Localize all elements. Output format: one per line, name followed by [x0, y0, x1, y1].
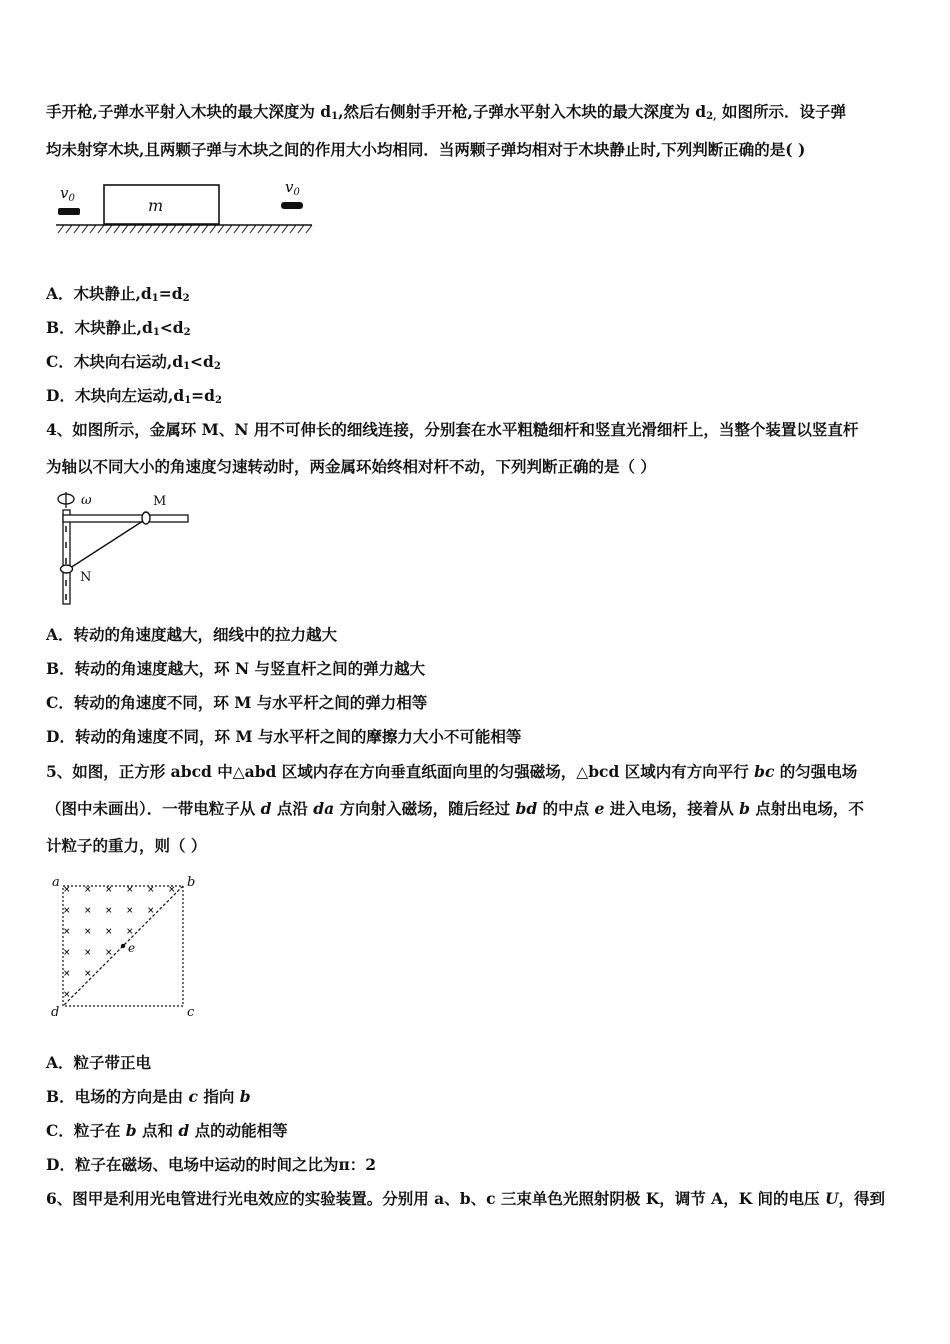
q3-option-c: C．木块向右运动$,d_1<d_2$: [46, 352, 221, 372]
svg-text:×: ×: [63, 948, 71, 958]
q4-option-b: B．转动的角速度越大，环 N 与竖直杆之间的弹力越大: [46, 659, 426, 678]
q5-option-b: B．电场的方向是由 c 指向 b: [46, 1087, 251, 1106]
svg-text:×: ×: [63, 927, 71, 937]
svg-text:×: ×: [63, 885, 71, 895]
q4-option-a: A．转动的角速度越大，细线中的拉力越大: [46, 625, 338, 644]
v0-right-label: $v_0$: [285, 178, 300, 198]
q3-figure: [52, 178, 314, 234]
rotation-arrow-icon: [58, 492, 74, 508]
q3-option-a: A．木块静止$,d_1=d_2$: [46, 284, 190, 304]
svg-text:×: ×: [84, 885, 92, 895]
q5-stem-line3: 计粒子的重力，则（ ）: [46, 836, 207, 855]
q5-figure: [48, 872, 208, 1022]
q6-stem-line1: 6、图甲是利用光电管进行光电效应的实验装置。分别用 a、b、c 三束单色光照射阴极 K，调节 A，K 间的电压 U，得到: [46, 1189, 886, 1208]
q5-option-a: A．粒子带正电: [46, 1053, 152, 1072]
m-label: M: [153, 494, 167, 509]
omega-label: ω: [81, 493, 92, 508]
n-label: N: [80, 570, 92, 585]
q4-option-d: D．转动的角速度不同，环 M 与水平杆之间的摩擦力大小不可能相等: [46, 727, 522, 746]
ring-m: [142, 512, 150, 524]
svg-text:×: ×: [126, 885, 134, 895]
label-a: a: [52, 875, 60, 890]
svg-text:×: ×: [105, 948, 113, 958]
svg-text:×: ×: [147, 906, 155, 916]
string: [67, 519, 146, 570]
q5-option-c: C．粒子在 b 点和 d 点的动能相等: [46, 1121, 288, 1140]
horizontal-rod: [63, 515, 188, 522]
point-e: [121, 944, 125, 948]
label-d: d: [51, 1005, 60, 1020]
svg-text:×: ×: [84, 948, 92, 958]
svg-text:×: ×: [105, 906, 113, 916]
mass-label: m: [148, 196, 164, 215]
q3-stem-line2: 均未射穿木块,且两颗子弹与木块之间的作用大小均相同．当两颗子弹均相对于木块静止时,下列判断正确的是( ): [46, 140, 806, 159]
label-c: c: [187, 1005, 195, 1020]
svg-text:×: ×: [147, 885, 155, 895]
label-e: e: [128, 941, 136, 955]
ground-hatch-icon: [58, 225, 312, 233]
q3-stem-line1: 手开枪,子弹水平射入木块的最大深度为 $d_1$,然后右侧射手开枪,子弹水平射入木块的最大深度为 $d_{2,}$ 如图所示．设子弹: [46, 102, 846, 122]
svg-text:×: ×: [84, 906, 92, 916]
svg-text:×: ×: [63, 906, 71, 916]
q3-option-b: B．木块静止$,d_1<d_2$: [46, 318, 191, 338]
magnetic-field-crosses: [63, 885, 176, 1000]
label-b: b: [187, 875, 196, 890]
vertical-rod: [63, 510, 70, 604]
q4-stem-line2: 为轴以不同大小的角速度匀速转动时，两金属环始终相对杆不动，下列判断正确的是（ ）: [46, 457, 656, 476]
q4-figure: [54, 488, 199, 608]
q5-option-d: D．粒子在磁场、电场中运动的时间之比为π：2: [46, 1155, 377, 1174]
ring-n: [61, 565, 73, 573]
q5-stem-line2: （图中未画出）．一带电粒子从 d 点沿 da 方向射入磁场，随后经过 bd 的中点 e 进入电场，接着从 b 点射出电场，不: [46, 799, 864, 818]
v0-left-label: $v_0$: [60, 184, 75, 204]
svg-text:×: ×: [168, 885, 176, 895]
q5-stem-line1: 5、如图，正方形 abcd 中△abd 区域内存在方向垂直纸面向里的匀强磁场，△bcd 区域内有方向平行 bc 的匀强电场: [46, 762, 858, 781]
svg-text:×: ×: [126, 927, 134, 937]
q3-option-d: D．木块向左运动$,d_1=d_2$: [46, 386, 222, 406]
svg-text:×: ×: [84, 969, 92, 979]
q4-stem-line1: 4、如图所示，金属环 M、N 用不可伸长的细线连接，分别套在水平粗糙细杆和竖直光滑细杆上，当整个装置以竖直杆: [46, 420, 859, 439]
svg-text:×: ×: [105, 927, 113, 937]
svg-text:×: ×: [63, 990, 71, 1000]
svg-text:×: ×: [105, 885, 113, 895]
bullet-left-icon: [58, 208, 80, 215]
svg-text:×: ×: [126, 906, 134, 916]
svg-text:×: ×: [84, 927, 92, 937]
bullet-right-icon: [281, 202, 303, 209]
q4-option-c: C．转动的角速度不同，环 M 与水平杆之间的弹力相等: [46, 693, 428, 712]
svg-text:×: ×: [63, 969, 71, 979]
